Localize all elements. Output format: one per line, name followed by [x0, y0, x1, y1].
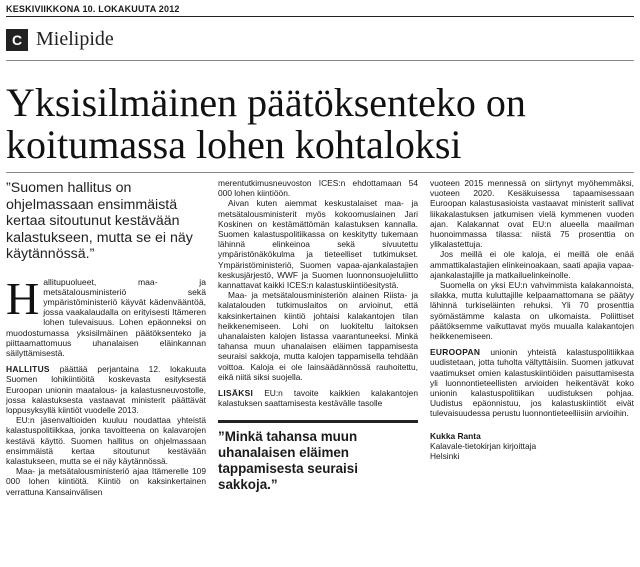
body-paragraph: Maa- ja metsätalousministeriö ajaa Itämerelle 109 000 lohen kiintiötä. Kiintiö on kaksinkertainen verrattuna Kansainvälisen: [6, 466, 206, 497]
body-paragraph: EU:n jäsenvaltioiden kuuluu noudattaa yhteistä kalastuspolitiikkaa, jonka tavoitteena on kalavarojen kestävä käyttö. Suomen hallitus on ohjelmassaan ensimmäistä kertaa sitoutunut kestävään kalastukseen, mutta se ei näy käytännössä.: [6, 415, 206, 466]
column-2: [218, 178, 418, 493]
body-paragraph: vuoteen 2015 mennessä on siirtynyt myöhemmäksi, vuoteen 2020. Kesäkuisessa tapaamisessaan Euroopan kalastusasioista vastaavat ministerit sallivat liikakalastuksen jatkumisen vielä kymmenen vuoden ajan. Kalakannat ovat EU:n alueella maailman huonoimmassa tilassa: niistä 75 prosenttia on ylikalastettuja.: [430, 178, 634, 250]
run-in-heading: LISÄKSI: [218, 388, 254, 399]
run-in-heading: EUROOPAN: [430, 347, 481, 358]
headline: Yksisilmäinen päätöksenteko on koitumassa lohen kohtaloksi: [6, 80, 526, 167]
section-letter: C: [6, 29, 28, 51]
body-paragraph: [6, 364, 206, 415]
body-paragraph: Aivan kuten aiemmat keskustalaiset maa- ja metsätalousministerit myös kokoomuslainen Jari Koskinen on kestämättömän kalastuksen kannalla. Suomen kalastuspolitiikassa on keskitytty tukemaan lähinnä elinkeinoa sekä sivuutettu ympäristönäkökulma ja tieteelliset tutkimukset. Ympäristöministeriö, Suomen vapaa-ajankalastajien keskusjärjestö, WWF ja Suomen luonnonsuojeluliitto kannattavat kaikki ICES:n kalastuskiintiöesitystä.: [218, 198, 418, 291]
paragraph-text: unionin yhteistä kalastuspolitiikkaa uudistetaan, jotta tuholta vältyttäisiin. Suomen jatkuvat vaatimukset omien kalastuskiintiöiden paisuttamisesta yli luonnontieteellisten arvioiden heikentävät koko unionin kalastuspolitiikan uudistuksen pohjaa. Uudistus epäonnistuu, jos kalastuskiintiöt eivät tulevaisuudessa perustu luonnontieteelliisiin arvioihin.: [430, 347, 634, 419]
run-in-heading: HALLITUS: [6, 364, 50, 375]
author-city: Helsinki: [430, 451, 460, 462]
body-paragraph: [430, 347, 634, 418]
pull-quote-inline: ”Minkä tahansa muun uhanalaisen eläimen tappamisesta seuraisi sakkoja.”: [218, 420, 418, 493]
body-paragraph: merentutkimusneuvoston ICES:n ehdottamaan 54 000 lohen kiintiöön.: [218, 178, 418, 199]
section-name: Mielipide: [36, 28, 114, 50]
author-role: Kalavale-tietokirjan kirjoittaja: [430, 440, 537, 451]
body-paragraph: Suomella on yksi EU:n vahvimmista kalakannoista, silakka, mutta kuluttajille kelpaamattomana se päätyy lähinnä turkiseläinten rehuksi. Yli 70 prosenttia syömästämme kalasta on ulkomaista. Poliittiset päätöksemme vaikuttavat myös muualla kalakantojen heikkenemiseen.: [430, 280, 634, 342]
lead-text: allitupuolueet, maa- ja metsätalousministeriö sekä ympäristöministeriö käyvät kädenvääntöä, jossa vaakalaudalla on erityisesti Itämeren lohen tulevaisuus. Lohen epäonneksi on muodostumassa yksisilmäinen päätöksenteko ja piittaamattomuus uhanalaisen eläinkannan säilyttämisestä.: [6, 276, 206, 358]
lead-paragraph: [6, 272, 206, 359]
drop-cap: H: [6, 272, 40, 324]
body-paragraph: [218, 388, 418, 408]
headline-divider: [6, 172, 634, 173]
section-header: [6, 28, 114, 51]
pull-quote-top: ”Suomen hallitus on ohjelmassaan ensimmäistä kertaa sitoutunut kestävään kalastukseen, mutta se ei näy käytännössä.”: [6, 180, 193, 262]
author-name: Kukka Ranta: [430, 430, 481, 441]
paragraph-text: päättää perjantaina 12. lokakuuta Suomen lohikiintiöitä koskevasta esityksestä Euroopan unionin maatalous- ja kalastusneuvostolle, jossa kalastuksesta vastaavat ministerit päättävät loppusyksyllä kiintiöt vuodelle 2013.: [6, 364, 206, 415]
paragraph-text: EU:n tavoite kaikkien kalakantojen kalastuksen saattamisesta kestävälle tasolle: [218, 388, 418, 409]
author-signature: [430, 431, 634, 462]
column-1: [6, 178, 206, 497]
body-paragraph: Maa- ja metsätalousministeriön alainen Riista- ja kalatalouden tutkimuslaitos on arvioinut, että kaksinkertainen kiintiö johtaisi kalakantojen tilan heikkenemiseen. Lohi on luokiteltu laitoksen uhanalaisten kalojen listassa vaarantuneeksi. Minkä tahansa muun uhanalaisen eläimen tappamisesta seuraisi sakkoja, mutta kalojen tappamisella tehdään voittoa. Kaloja ei ole lainsäädännössä rauhoitettu, eikä niitä siksi suojella.: [218, 290, 418, 382]
column-3: [430, 178, 634, 461]
body-paragraph: Jos meillä ei ole kaloja, ei meillä ole enää ammattikalastajien elinkeinoakaan, saati apajia vapaa-ajankalastajille ja matkailuelinkeinolle.: [430, 249, 634, 280]
masthead-dateline: KESKIVIIKKONA 10. LOKAKUUTA 2012: [6, 4, 634, 17]
section-divider: [6, 60, 634, 61]
